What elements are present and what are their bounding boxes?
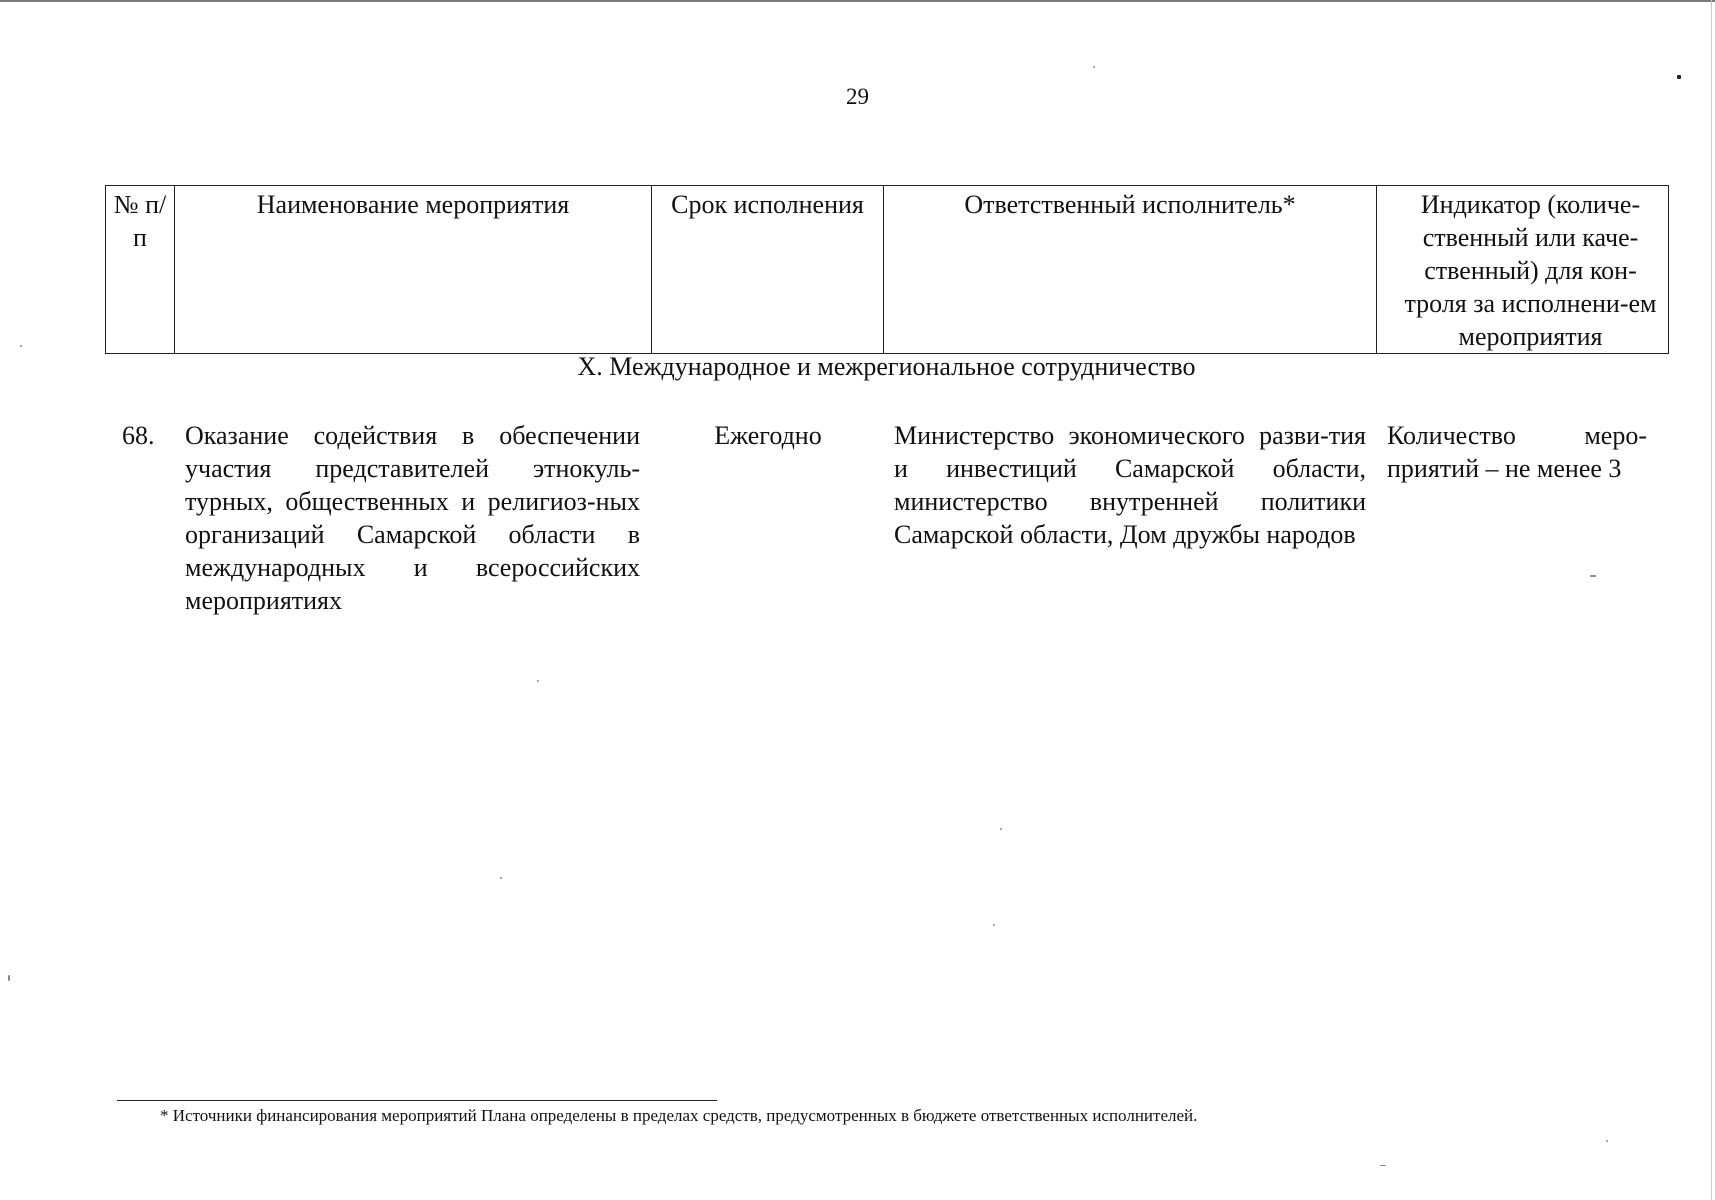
- scan-speck: [1000, 828, 1002, 830]
- scan-speck: [1677, 75, 1681, 79]
- row-executor: Министерство экономического разви-тия и инвестиций Самарской области, министерство внутренней политики Самарской области, Дом дружбы народов: [894, 421, 1366, 549]
- scan-speck: [1590, 575, 1596, 577]
- scan-speck: [8, 975, 10, 981]
- row-indicator: Количество меро-приятий – не менее 3: [1387, 421, 1647, 483]
- table-header: [105, 185, 1669, 354]
- header-cell-number: № п/п: [106, 186, 175, 354]
- scan-border-top: [0, 0, 1715, 2]
- scan-speck: [500, 877, 502, 879]
- section-title: X. Международное и межрегиональное сотрудничество: [577, 352, 1196, 381]
- scan-speck: [1606, 1140, 1608, 1142]
- page-number: 29: [846, 84, 869, 109]
- row-deadline: Ежегодно: [714, 421, 822, 450]
- scan-speck: [1093, 66, 1095, 68]
- scan-speck: [1380, 1165, 1386, 1166]
- header-cell-name: Наименование мероприятия: [175, 186, 652, 354]
- table-header-row: [106, 186, 1669, 354]
- header-cell-indicator: Индикатор (количе-ственный или каче-ственный) для кон-троля за исполнени-ем мероприятия: [1377, 186, 1669, 354]
- row-number: 68.: [122, 421, 155, 450]
- scan-border-right: [1711, 0, 1712, 1200]
- footnote-separator: [117, 1100, 717, 1101]
- header-cell-deadline: Срок исполнения: [652, 186, 884, 354]
- scan-speck: [993, 924, 995, 926]
- header-cell-executor: Ответственный исполнитель*: [884, 186, 1377, 354]
- footnote-text: * Источники финансирования мероприятий Плана определены в пределах средств, предусмотренных в бюджете ответственных исполнителей.: [160, 1106, 1198, 1125]
- row-name: Оказание содействия в обеспечении участия представителей этнокуль-турных, общественных и религиоз-ных организаций Самарской области в международных и всероссийских мероприятиях: [185, 421, 640, 615]
- scan-speck: [537, 680, 539, 682]
- scan-speck: [20, 345, 22, 347]
